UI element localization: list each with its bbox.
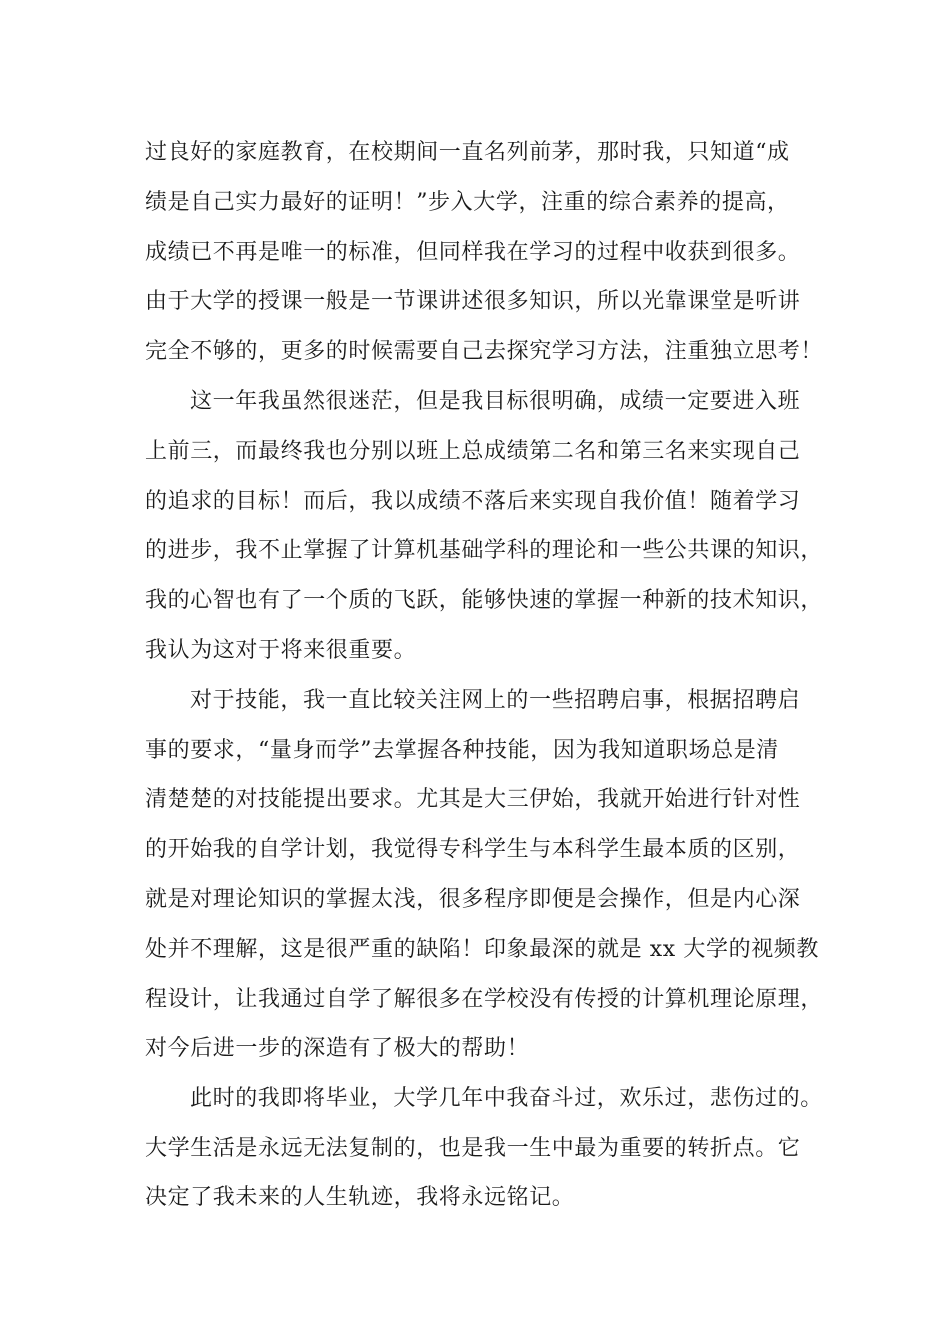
text-line: 我认为这对于将来很重要。 xyxy=(145,638,417,663)
text-line: 处并不理解，这是很严重的缺陷！印象最深的就是 xx 大学的视频教 xyxy=(145,937,820,962)
text-line: 绩是自己实力最好的证明！”步入大学，注重的综合素养的提高， xyxy=(145,190,790,215)
text-line: 事的要求，“量身而学”去掌握各种技能，因为我知道职场总是清 xyxy=(145,738,779,763)
text-line: 上前三，而最终我也分别以班上总成绩第二名和第三名来实现自己 xyxy=(145,439,801,464)
text-line: 决定了我未来的人生轨迹，我将永远铭记。 xyxy=(145,1185,575,1210)
text-line: 成绩已不再是唯一的标准，但同样我在学习的过程中收获到很多。 xyxy=(145,240,801,265)
text-line: 程设计，让我通过自学了解很多在学校没有传授的计算机理论原理， xyxy=(145,987,824,1012)
text-line: 过良好的家庭教育，在校期间一直名列前茅，那时我，只知道“成 xyxy=(145,140,790,165)
paragraph-start-line: 对于技能，我一直比较关注网上的一些招聘启事，根据招聘启 xyxy=(190,688,801,713)
text-line: 我的心智也有了一个质的飞跃，能够快速的掌握一种新的技术知识， xyxy=(145,588,824,613)
paragraph-start-line: 这一年我虽然很迷茫，但是我目标很明确，成绩一定要进入班 xyxy=(190,389,801,414)
text-line: 就是对理论知识的掌握太浅，很多程序即便是会操作，但是内心深 xyxy=(145,887,801,912)
text-line: 由于大学的授课一般是一节课讲述很多知识，所以光靠课堂是听讲 xyxy=(145,289,801,314)
text-line: 大学生活是永远无法复制的，也是我一生中最为重要的转折点。它 xyxy=(145,1136,801,1161)
text-line: 的进步，我不止掌握了计算机基础学科的理论和一些公共课的知识， xyxy=(145,538,824,563)
paragraph-start-line: 此时的我即将毕业，大学几年中我奋斗过，欢乐过，悲伤过的。 xyxy=(190,1086,823,1111)
text-line: 的开始我的自学计划，我觉得专科学生与本科学生最本质的区别， xyxy=(145,837,801,862)
text-line: 对今后进一步的深造有了极大的帮助！ xyxy=(145,1036,530,1061)
text-line: 清楚楚的对技能提出要求。尤其是大三伊始，我就开始进行针对性 xyxy=(145,787,801,812)
text-line: 完全不够的，更多的时候需要自己去探究学习方法，注重独立思考！ xyxy=(145,339,824,364)
text-line: 的追求的目标！而后，我以成绩不落后来实现自我价值！随着学习 xyxy=(145,489,801,514)
